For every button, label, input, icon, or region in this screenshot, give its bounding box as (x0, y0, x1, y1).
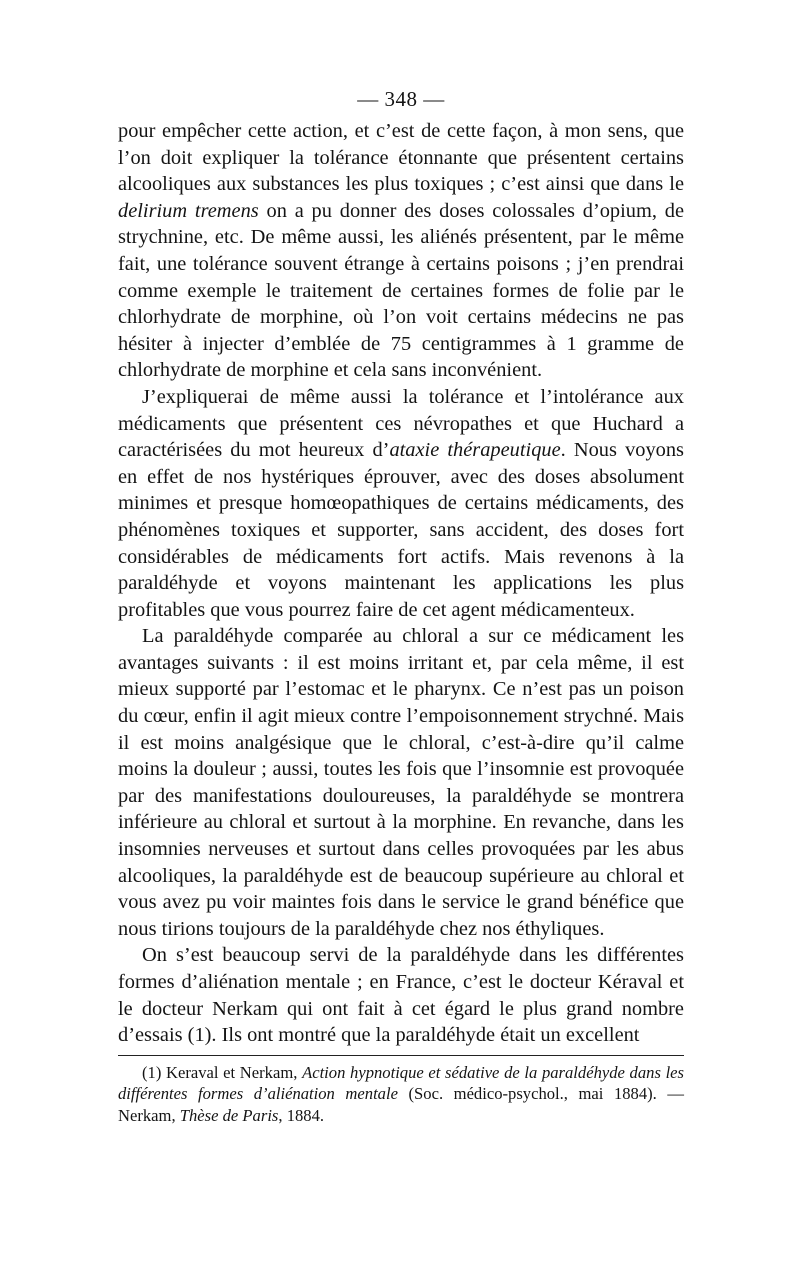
text-run: on a pu donner des doses colossales d’opium, de strychnine, etc. De même aussi, les aliénés présentent, par le même fait, une tolérance souvent étrange à certains poisons ; j’en prendrai comme exemple le traitement de certaines formes de folie par le chlorhydrate de morphine, où l’on voit certains médecins ne pas hésiter à injecter d’emblée de 75 centigrammes à 1 gramme de chlorhydrate de morphine et cela sans inconvénient. (118, 199, 684, 382)
text-run: J’expliquerai de même aussi la tolérance et l’intolérance aux médicaments que présentent ces névropathes et que Huchard a caractérisées du mot heureux d’ (118, 385, 684, 462)
italic-run: ataxie thérapeutique (389, 439, 561, 462)
footnote-divider (118, 1055, 684, 1056)
paragraph-1 (118, 118, 684, 384)
text-run: . Nous voyons en effet de nos hystériques éprouver, avec des doses absolument minimes et presque homœopathiques de certains médicaments, des phénomènes toxiques et supporter, sans accident, des doses fort considérables de médicaments fort actifs. Mais revenons à la paraldéhyde et voyons maintenant les applications les plus profitables que vous pourrez faire de cet agent médicamenteux. (118, 439, 684, 621)
body-text (118, 118, 684, 1049)
italic-run: Action hypnotique et sédative de la paraldéhyde dans les différentes formes d’aliénation mentale (118, 1062, 684, 1104)
paragraph-2 (118, 384, 684, 623)
paragraph-3 (118, 623, 684, 942)
text-run: pour empêcher cette action, et c’est de cette façon, à mon sens, que l’on doit expliquer la tolérance étonnante que présentent certains alcooliques aux substances les plus toxiques ; c’est ainsi que dans le (118, 120, 684, 196)
book-page (118, 84, 684, 1204)
text-run: , 1884. (278, 1105, 325, 1125)
footnote-text (118, 1062, 684, 1127)
footnote (118, 1062, 684, 1127)
italic-run: Thèse de Paris (179, 1105, 279, 1125)
page-number: — 348 — (357, 87, 445, 111)
text-run: (1) Keraval et Nerkam, (142, 1062, 303, 1082)
italic-run: delirium tremens (118, 199, 259, 222)
text-run: La paraldéhyde comparée au chloral a sur ce médicament les avantages suivants : il est moins irritant et, par cela même, il est mieux supporté par l’estomac et le pharynx. Ce n’est pas un poison du cœur, enfin il agit mieux contre l’empoisonnement strychné. Mais il est moins analgésique que le chloral, c’est-à-dire qu’il calme moins la douleur ; aussi, toutes les fois que l’insomnie est provoquée par des manifestations douloureuses, la paraldéhyde se montrera inférieure au chloral et surtout à la morphine. En revanche, dans les insomnies nerveuses et surtout dans celles provoquées par les abus alcooliques, la paraldéhyde est de beaucoup supérieure au chloral et vous avez pu voir maintes fois dans le service le grand bénéfice que nous tirions toujours de la paraldéhyde chez nos éthyliques. (118, 625, 684, 940)
text-run: On s’est beaucoup servi de la paraldéhyde dans les différentes formes d’aliénation mentale ; en France, c’est le docteur Kéraval et le docteur Nerkam qui ont fait à cet égard le plus grand nombre d’essais (1). Ils ont montré que la paraldéhyde était un excellent (118, 944, 684, 1047)
text-run: (Soc. médico-psychol., mai 1884). — Nerkam, (118, 1084, 684, 1125)
paragraph-4 (118, 942, 684, 1048)
